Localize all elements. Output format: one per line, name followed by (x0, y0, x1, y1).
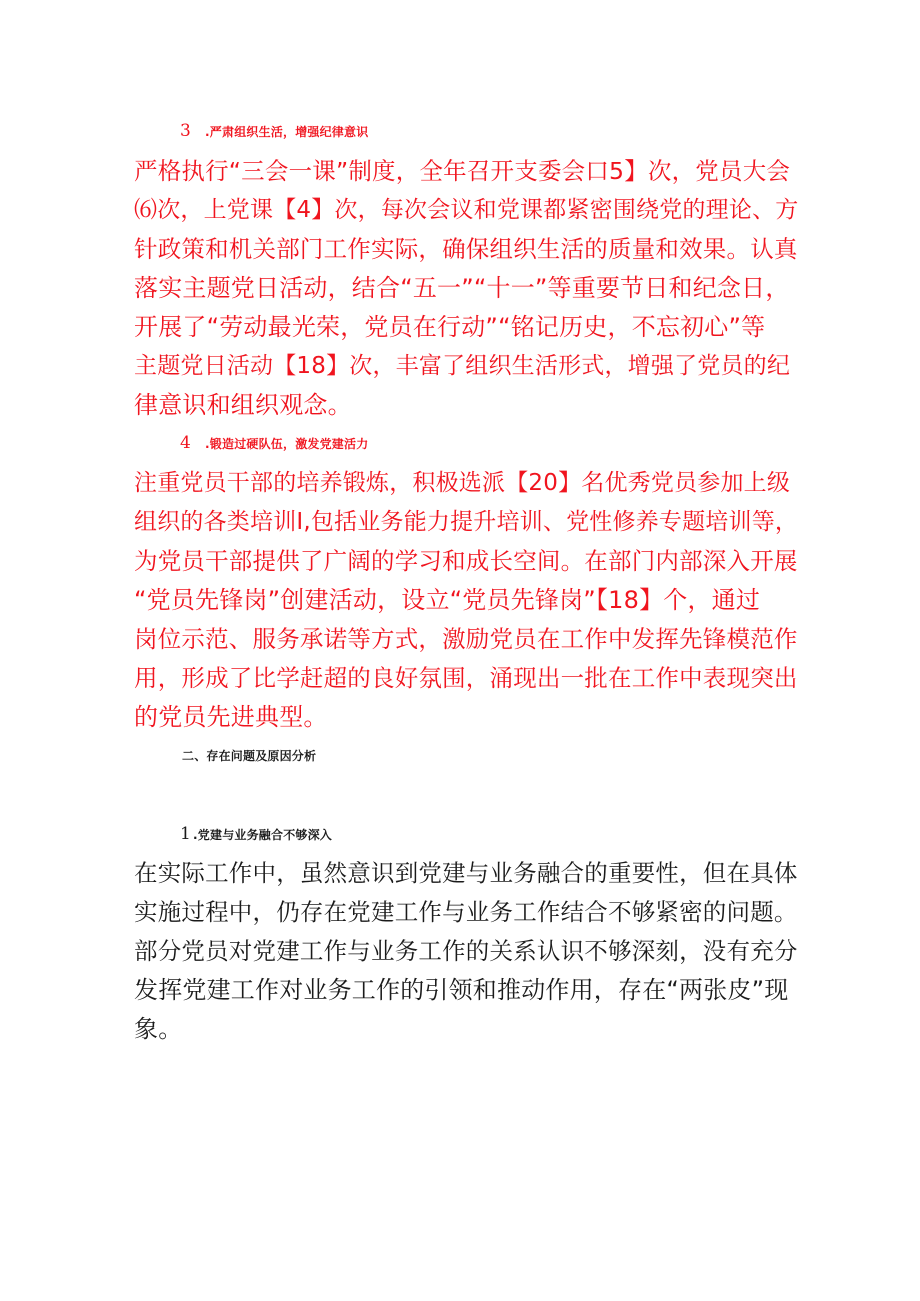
section-3-line-2: ⑹次，上党课【4】次，每次会议和党课都紧密围绕党的理论、方 (134, 197, 799, 223)
section-3-line-7: 律意识和组织观念。 (134, 391, 352, 419)
section-3-line-3: 针政策和机关部门工作实际，确保组织生活的质量和效果。认真 (134, 235, 798, 263)
section-4-line-6: 用，形成了比学赶超的良好氛围，涌现出一批在工作中表现突出 (134, 664, 798, 692)
section-4-heading (180, 423, 840, 463)
problem-1-line-3: 部分党员对党建工作与业务工作的关系认识不够深刻，没有充分 (134, 937, 798, 965)
section-4-line-3: 为党员干部提供了广阔的学习和成长空间。在部门内部深入开展 (134, 547, 798, 575)
section-4-line-7: 的党员先进典型。 (134, 703, 328, 731)
section-4-number: 4 (180, 433, 192, 453)
problem-1-heading (180, 814, 840, 854)
section-4-line-5: 岗位示范、服务承诺等方式，激励党员在工作中发挥先锋模范作 (134, 625, 798, 653)
section-3-number: 3 (180, 121, 192, 141)
section-3-line-4: 落实主题党日活动，结合“五一”“十一”等重要节日和纪念日， (134, 274, 790, 302)
problem-1-line-5: 象。 (134, 1015, 183, 1043)
section-4-line-2: 组织的各类培训I,包括业务能力提升培训、党性修养专题培训等， (134, 509, 799, 535)
section-4-line-4: “党员先锋岗”创建活动，设立“党员先锋岗”【18】个，通过 (134, 586, 761, 614)
section-3-line-5: 开展了“劳动最光荣，党员在行动”“铭记历史，不忘初心”等 (134, 313, 766, 341)
section-3-heading (180, 111, 840, 151)
part-2-heading: 二、存在问题及原因分析 (182, 749, 317, 763)
section-3-title: .严肃组织生活，增强纪律意识 (205, 125, 369, 139)
section-3-line-1: 严格执行“三会一课”制度，全年召开支委会口5】次，党员大会 (134, 157, 791, 185)
problem-1-number: 1 (180, 824, 192, 844)
problem-1-title: .党建与业务融合不够深入 (193, 828, 332, 842)
problem-1-line-1: 在实际工作中，虽然意识到党建与业务融合的重要性，但在具体 (134, 859, 798, 887)
section-4-line-1: 注重党员干部的培养锻炼，积极选派【20】名优秀党员参加上级 (134, 470, 791, 496)
section-4-title: .锻造过硬队伍，激发党建活力 (205, 437, 369, 451)
problem-1-line-2: 实施过程中，仍存在党建工作与业务工作结合不够紧密的问题。 (134, 898, 798, 926)
problem-1-line-4: 发挥党建工作对业务工作的引领和推动作用，存在“两张皮”现 (134, 976, 789, 1004)
section-3-line-6: 主题党日活动【18】次，丰富了组织生活形式，增强了党员的纪 (134, 353, 791, 379)
